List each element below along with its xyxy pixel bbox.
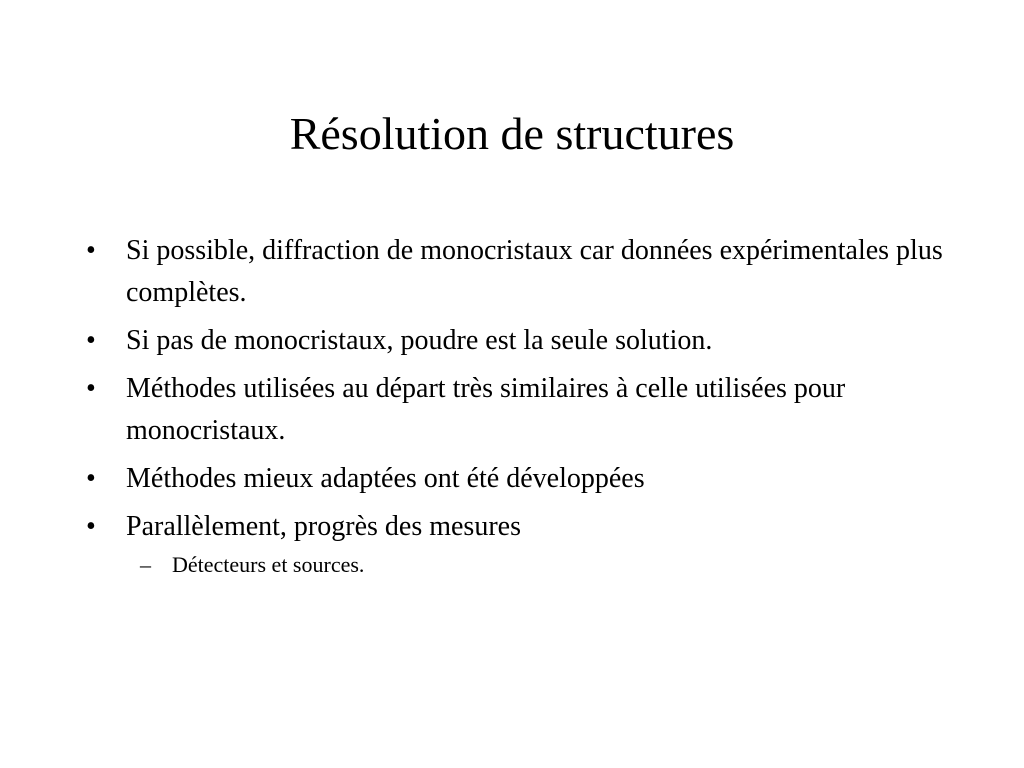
bullet-item	[86, 458, 966, 500]
bullet-text: Méthodes utilisées au départ très similaires à celle utilisées pour monocristaux.	[126, 373, 846, 446]
bullet-item	[86, 506, 966, 582]
bullet-text: Si pas de monocristaux, poudre est la seule solution.	[126, 325, 713, 356]
sub-bullet-text: Détecteurs et sources.	[172, 552, 365, 577]
bullet-marker: •	[86, 373, 96, 404]
bullet-marker: •	[86, 325, 96, 356]
slide-title: Résolution de structures	[289, 108, 735, 159]
bullet-item	[86, 368, 966, 452]
bullet-list	[86, 230, 966, 588]
bullet-marker: •	[86, 235, 96, 266]
bullet-marker: •	[86, 511, 96, 542]
bullet-text: Parallèlement, progrès des mesures	[126, 511, 521, 542]
sub-bullet-marker: –	[140, 552, 151, 577]
bullet-text: Méthodes mieux adaptées ont été développées	[126, 463, 645, 494]
bullet-marker: •	[86, 463, 96, 494]
sub-bullet-list	[126, 548, 966, 582]
sub-bullet-item	[126, 548, 966, 582]
bullet-text: Si possible, diffraction de monocristaux car données expérimentales plus complètes.	[126, 235, 943, 308]
bullet-item	[86, 230, 966, 314]
bullet-item	[86, 320, 966, 362]
